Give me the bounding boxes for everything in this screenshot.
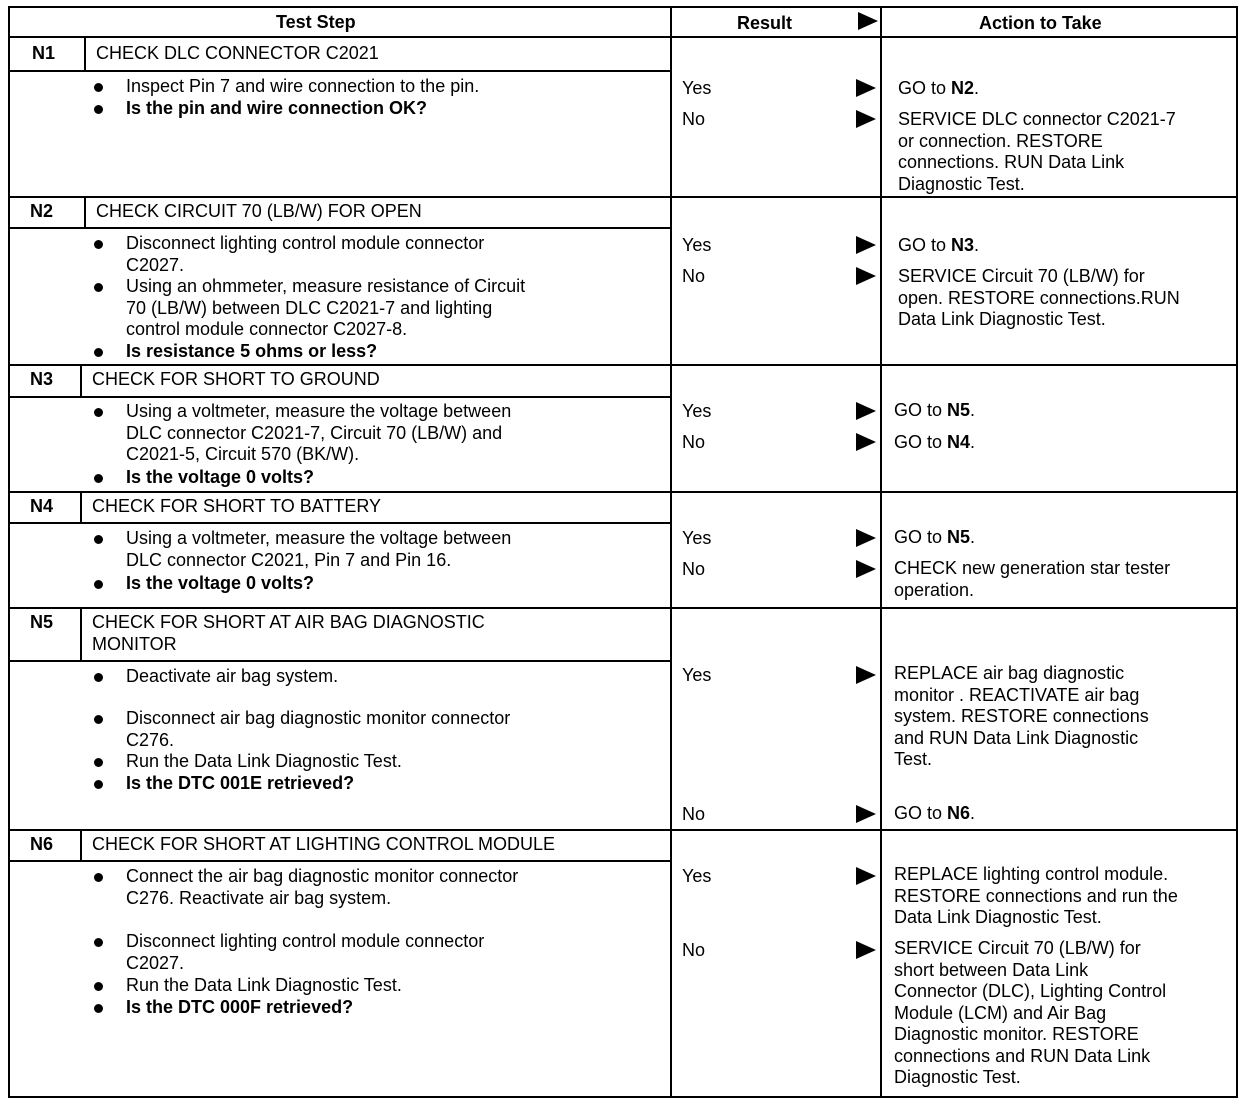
step-id-divider [80, 607, 82, 660]
result-arrow-icon [856, 110, 876, 128]
bullet-icon [94, 580, 103, 589]
header-test-step: Test Step [276, 12, 356, 32]
bullet-text: Using a voltmeter, measure the voltage between [126, 401, 512, 421]
result-yes: Yes [682, 866, 712, 886]
column-divider-action [880, 8, 882, 1098]
step-title: CHECK FOR SHORT AT AIR BAG DIAGNOSTIC [92, 612, 485, 632]
action-text: monitor . REACTIVATE air bag [894, 684, 1140, 705]
bullet-text: Using an ohmmeter, measure resistance of Circuit [126, 276, 526, 296]
action-text: CHECK new generation star tester [894, 558, 1171, 578]
title-divider [10, 660, 670, 662]
action-text: or connection. RESTORE [898, 130, 1103, 151]
step-id-divider [80, 491, 82, 522]
bullet-text: Disconnect lighting control module connector [126, 931, 485, 951]
bullet-text: C2027. [126, 952, 185, 973]
result-arrow-icon [856, 236, 876, 254]
action-text: Data Link Diagnostic Test. [894, 907, 1102, 927]
result-no: No [682, 559, 706, 579]
result-yes: Yes [682, 665, 712, 685]
bullet-text: Run the Data Link Diagnostic Test. [126, 751, 402, 771]
section-divider [10, 196, 1236, 198]
bullet-text: Disconnect lighting control module connector [126, 233, 485, 253]
bullet-text: control module connector C2027-8. [126, 319, 408, 339]
title-divider [10, 860, 670, 862]
action-text: Diagnostic Test. [894, 1067, 1021, 1087]
header-result: Result [737, 13, 793, 33]
action-text: GO to N2. [898, 78, 980, 98]
column-divider-result [670, 8, 672, 1098]
result-arrow-icon [856, 402, 876, 420]
result-yes: Yes [682, 78, 712, 98]
bullet-text: Is the DTC 001E retrieved? [126, 773, 355, 793]
action-text: SERVICE Circuit 70 (LB/W) for [894, 938, 1141, 958]
result-yes: Yes [682, 401, 712, 421]
bullet-text: Run the Data Link Diagnostic Test. [126, 975, 402, 995]
result-arrow-icon [856, 666, 876, 684]
step-id-n6: N6 [30, 834, 54, 854]
action-step-ref: N3 [951, 235, 975, 255]
bullet-text: Connect the air bag diagnostic monitor connector [126, 866, 519, 886]
step-title: CHECK CIRCUIT 70 (LB/W) FOR OPEN [96, 201, 422, 221]
bullet-icon [94, 873, 103, 882]
action-text: GO to N4. [894, 432, 976, 452]
bullet-text: C2027. [126, 254, 185, 275]
result-no: No [682, 804, 706, 824]
action-step-ref: N2 [951, 78, 975, 98]
result-no: No [682, 432, 706, 452]
bullet-icon [94, 938, 103, 947]
bullet-icon [94, 348, 103, 357]
step-id-divider [80, 829, 82, 860]
bullet-text: Is the voltage 0 volts? [126, 573, 315, 593]
result-yes: Yes [682, 235, 712, 255]
action-text: Test. [894, 749, 933, 769]
result-arrow-icon [856, 267, 876, 285]
header-divider [10, 36, 1236, 38]
action-text: Module (LCM) and Air Bag [894, 1002, 1107, 1023]
step-title: CHECK FOR SHORT TO BATTERY [92, 496, 382, 516]
bullet-icon [94, 408, 103, 417]
bullet-text: Disconnect air bag diagnostic monitor connector [126, 708, 511, 728]
bullet-icon [94, 758, 103, 767]
result-arrow-icon [856, 560, 876, 578]
bullet-icon [94, 83, 103, 92]
bullet-text: C276. [126, 729, 175, 750]
action-text: SERVICE Circuit 70 (LB/W) for [898, 266, 1145, 286]
bullet-text: Using a voltmeter, measure the voltage between [126, 528, 512, 548]
action-text: GO to N5. [894, 400, 976, 420]
bullet-text: Is the voltage 0 volts? [126, 467, 315, 487]
action-step-ref: N6 [947, 803, 971, 823]
action-text: system. RESTORE connections [894, 706, 1149, 726]
bullet-icon [94, 780, 103, 789]
bullet-icon [94, 474, 103, 483]
step-id-n5: N5 [30, 612, 54, 632]
bullet-icon [94, 715, 103, 724]
bullet-icon [94, 673, 103, 682]
result-arrow-icon [856, 433, 876, 451]
title-divider [10, 227, 670, 229]
action-text: connections. RUN Data Link [898, 152, 1125, 172]
bullet-text: Deactivate air bag system. [126, 666, 339, 686]
step-title: CHECK FOR SHORT TO GROUND [92, 369, 380, 389]
bullet-text: Inspect Pin 7 and wire connection to the pin. [126, 76, 480, 96]
bullet-icon [94, 283, 103, 292]
action-text: REPLACE air bag diagnostic [894, 663, 1125, 683]
step-id-n3: N3 [30, 369, 54, 389]
title-divider [10, 522, 670, 524]
header-action: Action to Take [979, 13, 1102, 33]
action-text: Connector (DLC), Lighting Control [894, 981, 1167, 1001]
header-arrow-icon [858, 12, 878, 30]
section-divider [10, 607, 1236, 609]
bullet-text: C276. Reactivate air bag system. [126, 887, 392, 908]
diagnostic-table [8, 6, 1238, 1098]
result-no: No [682, 266, 706, 286]
step-id-divider [84, 38, 86, 70]
action-text: SERVICE DLC connector C2021-7 [898, 109, 1176, 129]
result-arrow-icon [856, 941, 876, 959]
action-text: Diagnostic Test. [898, 173, 1025, 194]
action-text: Diagnostic monitor. RESTORE [894, 1024, 1139, 1044]
action-text: GO to N5. [894, 527, 976, 547]
action-text: open. RESTORE connections.RUN [898, 287, 1180, 308]
bullet-icon [94, 105, 103, 114]
section-divider [10, 491, 1236, 493]
bullet-icon [94, 240, 103, 249]
action-text: short between Data Link [894, 959, 1089, 980]
section-divider [10, 364, 1236, 366]
step-title: CHECK FOR SHORT AT LIGHTING CONTROL MODULE [92, 834, 556, 854]
bullet-text: C2021-5, Circuit 570 (BK/W). [126, 444, 360, 464]
bullet-icon [94, 982, 103, 991]
step-id-divider [80, 364, 82, 396]
result-yes: Yes [682, 528, 712, 548]
bullet-text: Is resistance 5 ohms or less? [126, 341, 378, 361]
action-text: GO to N3. [898, 235, 980, 255]
bullet-text: Is the DTC 000F retrieved? [126, 997, 354, 1017]
result-no: No [682, 940, 706, 960]
bullet-icon [94, 535, 103, 544]
bullet-icon [94, 1004, 103, 1013]
step-title: CHECK DLC CONNECTOR C2021 [96, 43, 379, 63]
bullet-text: DLC connector C2021, Pin 7 and Pin 16. [126, 549, 452, 570]
step-id-n2: N2 [30, 201, 54, 221]
bullet-text: Is the pin and wire connection OK? [126, 98, 428, 118]
section-divider [10, 829, 1236, 831]
result-no: No [682, 109, 706, 129]
action-text: REPLACE lighting control module. [894, 864, 1169, 884]
result-arrow-icon [856, 867, 876, 885]
result-arrow-icon [856, 529, 876, 547]
action-text: Data Link Diagnostic Test. [898, 309, 1106, 329]
step-id-divider [84, 196, 86, 227]
result-arrow-icon [856, 79, 876, 97]
action-step-ref: N5 [947, 527, 971, 547]
bullet-text: DLC connector C2021-7, Circuit 70 (LB/W) and [126, 422, 503, 443]
action-text: connections and RUN Data Link [894, 1045, 1151, 1066]
title-divider [10, 70, 670, 72]
action-text: RESTORE connections and run the [894, 885, 1178, 906]
bullet-text: 70 (LB/W) between DLC C2021-7 and lighting [126, 297, 493, 318]
result-arrow-icon [856, 805, 876, 823]
action-text: operation. [894, 579, 975, 600]
step-id-n1: N1 [32, 43, 56, 63]
step-id-n4: N4 [30, 496, 54, 516]
action-step-ref: N5 [947, 400, 971, 420]
step-title: MONITOR [92, 633, 177, 654]
title-divider [10, 396, 670, 398]
action-text: GO to N6. [894, 803, 976, 823]
action-text: and RUN Data Link Diagnostic [894, 727, 1139, 748]
action-step-ref: N4 [947, 432, 971, 452]
